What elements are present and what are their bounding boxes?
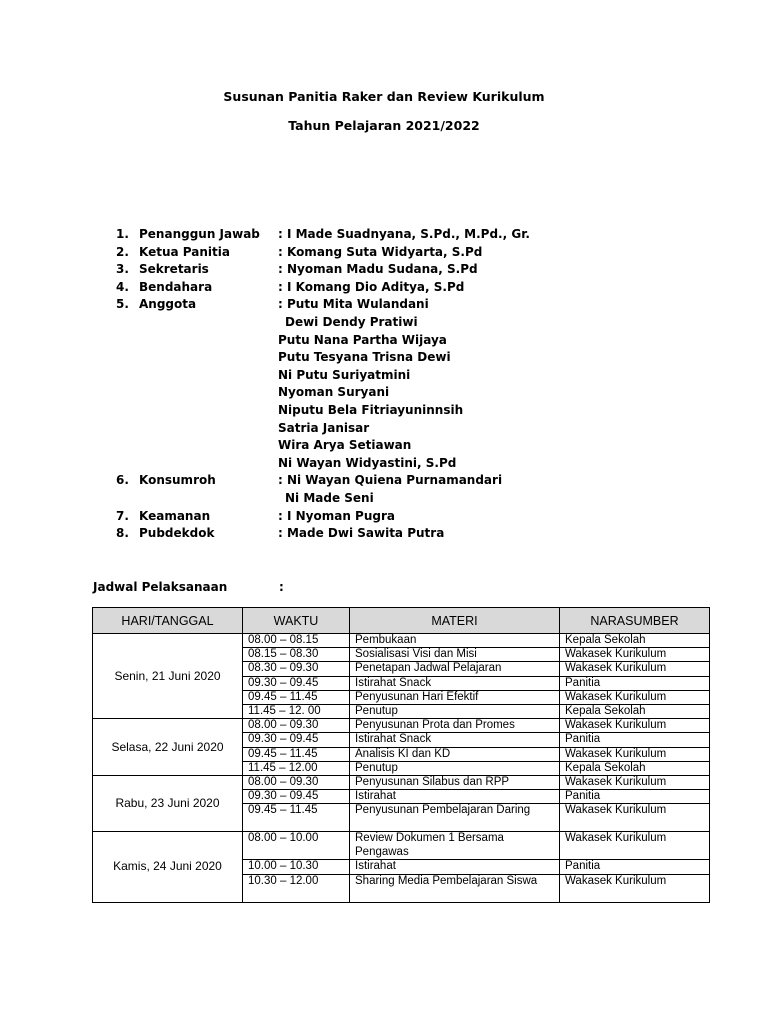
- schedule-row: [93, 776, 710, 790]
- schedule-materi: Penyusunan Hari Efektif: [350, 690, 560, 704]
- committee-role: Keamanan: [139, 508, 211, 523]
- committee-member: Niputu Bela Fitriayuninnsih: [278, 402, 464, 417]
- schedule-time: 09.45 – 11.45: [243, 690, 350, 704]
- committee-member: Dewi Dendy Pratiwi: [285, 314, 418, 329]
- schedule-narasumber: Panitia: [560, 860, 710, 874]
- schedule-narasumber: Wakasek Kurikulum: [560, 747, 710, 761]
- schedule-materi: Istirahat: [350, 790, 560, 804]
- schedule-time: 08.00 – 08.15: [243, 634, 350, 648]
- committee-row: [0, 402, 768, 420]
- header-narasumber: NARASUMBER: [560, 608, 710, 634]
- committee-member: : Putu Mita Wulandani: [278, 297, 429, 312]
- document-subtitle: Tahun Pelajaran 2021/2022: [288, 118, 480, 133]
- committee-row: [0, 226, 768, 244]
- schedule-time: 11.45 – 12.00: [243, 761, 350, 775]
- committee-row: [0, 420, 768, 438]
- schedule-time: 08.00 – 09.30: [243, 719, 350, 733]
- committee-member: : Ni Wayan Quiena Purnamandari: [278, 473, 503, 488]
- schedule-materi: Review Dokumen 1 Bersama Pengawas: [350, 832, 560, 860]
- schedule-row: [93, 719, 710, 733]
- schedule-day: Selasa, 22 Juni 2020: [93, 719, 243, 776]
- committee-row: [0, 384, 768, 402]
- schedule-day: Senin, 21 Juni 2020: [93, 634, 243, 719]
- schedule-time: 09.30 – 09.45: [243, 676, 350, 690]
- committee-number: 4.: [116, 279, 129, 294]
- committee-member: Satria Janisar: [278, 420, 370, 435]
- schedule-materi: Istirahat Snack: [350, 676, 560, 690]
- committee-row: [0, 332, 768, 350]
- schedule-materi: Istirahat: [350, 860, 560, 874]
- committee-member: Ni Wayan Widyastini, S.Pd: [278, 455, 457, 470]
- schedule-time: 09.45 – 11.45: [243, 804, 350, 832]
- committee-member: Nyoman Suryani: [278, 385, 390, 400]
- schedule-narasumber: Wakasek Kurikulum: [560, 776, 710, 790]
- committee-row: [0, 279, 768, 297]
- committee-role: Penanggun Jawab: [139, 227, 260, 241]
- committee-row: [0, 244, 768, 262]
- committee-role: Sekretaris: [139, 262, 209, 277]
- schedule-materi: Penutup: [350, 761, 560, 775]
- schedule-materi: Analisis KI dan KD: [350, 747, 560, 761]
- committee-role: Anggota: [139, 297, 197, 312]
- committee-number: 6.: [116, 473, 129, 488]
- committee-member: : I Nyoman Pugra: [278, 508, 395, 523]
- schedule-narasumber: Panitia: [560, 676, 710, 690]
- schedule-narasumber: Wakasek Kurikulum: [560, 719, 710, 733]
- schedule-narasumber: Panitia: [560, 733, 710, 747]
- header-waktu: WAKTU: [243, 608, 350, 634]
- schedule-narasumber: Panitia: [560, 790, 710, 804]
- committee-row: [0, 455, 768, 473]
- committee-row: [0, 261, 768, 279]
- committee-row: [0, 349, 768, 367]
- schedule-time: 08.00 – 09.30: [243, 776, 350, 790]
- committee-number: 1.: [116, 227, 129, 241]
- header-hari-tanggal: HARI/TANGGAL: [93, 608, 243, 634]
- schedule-row: [93, 634, 710, 648]
- schedule-time: 09.45 – 11.45: [243, 747, 350, 761]
- schedule-materi: Penyusunan Prota dan Promes: [350, 719, 560, 733]
- committee-row: [0, 508, 768, 526]
- schedule-narasumber: Wakasek Kurikulum: [560, 832, 710, 860]
- schedule-day: Kamis, 24 Juni 2020: [93, 832, 243, 902]
- committee-member: : Komang Suta Widyarta, S.Pd: [278, 244, 483, 259]
- committee-member: Ni Putu Suriyatmini: [278, 367, 411, 382]
- committee-role: Ketua Panitia: [139, 244, 230, 259]
- document-title: Susunan Panitia Raker dan Review Kurikulum: [223, 89, 545, 104]
- schedule-materi: Penyusunan Pembelajaran Daring: [350, 804, 560, 832]
- committee-member: : I Komang Dio Aditya, S.Pd: [278, 279, 465, 294]
- schedule-header-row: [93, 608, 710, 634]
- schedule-narasumber: Wakasek Kurikulum: [560, 648, 710, 662]
- schedule-time: 11.45 – 12. 00: [243, 705, 350, 719]
- committee-number: 2.: [116, 244, 129, 259]
- committee-row: [0, 314, 768, 332]
- committee-list: [0, 226, 768, 543]
- schedule-time: 10.30 – 12.00: [243, 874, 350, 902]
- schedule-narasumber: Kepala Sekolah: [560, 705, 710, 719]
- committee-row: [0, 367, 768, 385]
- schedule-narasumber: Wakasek Kurikulum: [560, 804, 710, 832]
- schedule-time: 08.00 – 10.00: [243, 832, 350, 860]
- schedule-time: 09.30 – 09.45: [243, 790, 350, 804]
- schedule-row: [93, 832, 710, 860]
- committee-row: [0, 296, 768, 314]
- committee-member: : I Made Suadnyana, S.Pd., M.Pd., Gr.: [278, 227, 530, 241]
- committee-member: Putu Tesyana Trisna Dewi: [278, 350, 451, 365]
- schedule-materi: Sharing Media Pembelajaran Siswa: [350, 874, 560, 902]
- schedule-time: 08.30 – 09.30: [243, 662, 350, 676]
- schedule-narasumber: Wakasek Kurikulum: [560, 662, 710, 676]
- schedule-label-colon: :: [279, 580, 284, 594]
- schedule-narasumber: Kepala Sekolah: [560, 761, 710, 775]
- schedule-narasumber: Wakasek Kurikulum: [560, 874, 710, 902]
- committee-number: 8.: [116, 526, 129, 541]
- schedule-materi: Sosialisasi Visi dan Misi: [350, 648, 560, 662]
- committee-role: Pubdekdok: [139, 526, 215, 541]
- schedule-label: Jadwal Pelaksanaan: [93, 580, 228, 594]
- committee-role: Bendahara: [139, 279, 213, 294]
- schedule-materi: Pembukaan: [350, 634, 560, 648]
- schedule-narasumber: Wakasek Kurikulum: [560, 690, 710, 704]
- schedule-time: 08.15 – 08.30: [243, 648, 350, 662]
- schedule-table: [92, 607, 710, 903]
- committee-number: 7.: [116, 508, 129, 523]
- schedule-time: 09.30 – 09.45: [243, 733, 350, 747]
- committee-role: Konsumroh: [139, 473, 216, 488]
- committee-row: [0, 490, 768, 508]
- committee-member: Putu Nana Partha Wijaya: [278, 332, 447, 347]
- committee-number: 3.: [116, 262, 129, 277]
- schedule-materi: Penyusunan Silabus dan RPP: [350, 776, 560, 790]
- schedule-materi: Penetapan Jadwal Pelajaran: [350, 662, 560, 676]
- committee-row: [0, 437, 768, 455]
- committee-row: [0, 525, 768, 543]
- committee-member: Ni Made Seni: [285, 490, 374, 505]
- schedule-day: Rabu, 23 Juni 2020: [93, 776, 243, 832]
- committee-member: : Nyoman Madu Sudana, S.Pd: [278, 262, 478, 277]
- schedule-materi: Istirahat Snack: [350, 733, 560, 747]
- schedule-time: 10.00 – 10.30: [243, 860, 350, 874]
- committee-number: 5.: [116, 297, 129, 312]
- committee-row: [0, 472, 768, 490]
- committee-member: Wira Arya Setiawan: [278, 438, 412, 453]
- header-materi: MATERI: [350, 608, 560, 634]
- schedule-narasumber: Kepala Sekolah: [560, 634, 710, 648]
- committee-member: : Made Dwi Sawita Putra: [278, 526, 445, 541]
- schedule-materi: Penutup: [350, 705, 560, 719]
